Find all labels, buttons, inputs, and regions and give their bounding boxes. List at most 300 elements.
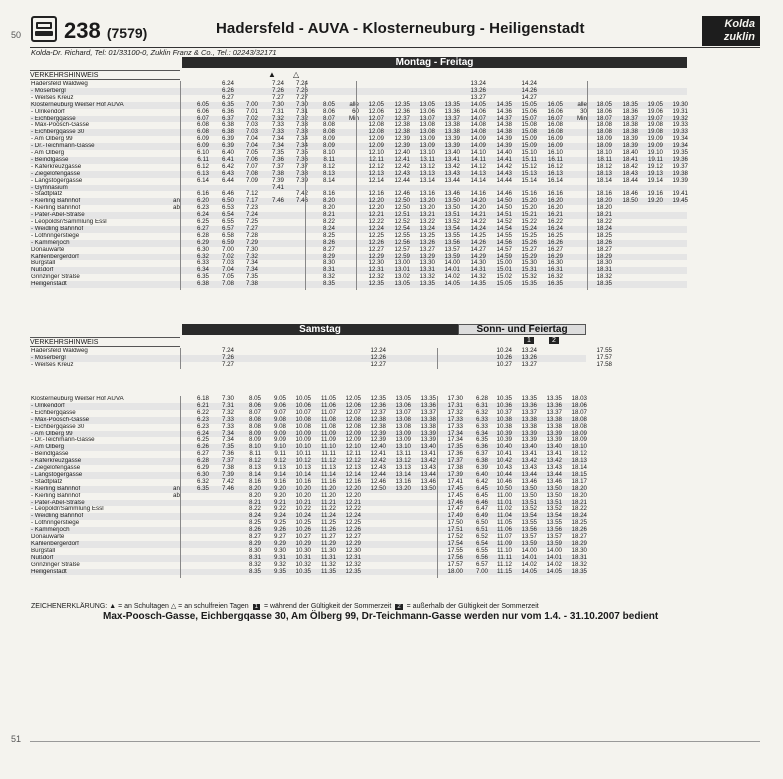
departure-time: 15.05	[521, 100, 537, 108]
departure-time: 6.42	[221, 162, 234, 170]
departure-time: 10.30	[295, 546, 311, 554]
departure-time: 8.12	[248, 457, 261, 465]
departure-time: 6.43	[221, 169, 234, 177]
departure-time: 13.57	[546, 533, 562, 540]
departure-time: 18.42	[622, 162, 638, 170]
departure-time: 6.28	[196, 457, 209, 465]
departure-time: 8.10	[248, 443, 261, 451]
departure-time: 18.08	[596, 128, 612, 136]
page-number-top: 50	[11, 30, 22, 40]
departure-time: 13.24	[419, 224, 435, 232]
departure-time: 18.22	[571, 505, 587, 513]
departure-time: 17.45	[447, 484, 463, 492]
departure-time: 6.59	[221, 238, 234, 246]
departure-time: 10.46	[496, 477, 512, 485]
departure-time: 13.42	[420, 457, 436, 465]
departure-time: 10.08	[295, 415, 311, 423]
departure-time: 12.09	[368, 135, 384, 143]
column-divider	[180, 348, 181, 369]
departure-time: 14.39	[496, 135, 512, 143]
departure-time: 16.25	[547, 231, 563, 239]
departure-time: 13.39	[420, 429, 436, 437]
operator-info: Kolda-Dr. Richard, Tel: 01/33100-0, Zuklin Franz & Co., Tel.: 02243/32171	[31, 48, 277, 57]
departure-time: 10.24	[496, 347, 512, 354]
departure-time: 13.12	[395, 457, 411, 465]
page-number-bottom: 51	[11, 734, 22, 744]
stop-name: - Am Ölberg	[31, 444, 65, 451]
departure-time: 11.07	[496, 533, 512, 540]
departure-time: 12.36	[394, 107, 410, 115]
stop-name: - Beindlgasse	[31, 451, 69, 458]
departure-time: 11.32	[320, 560, 336, 568]
legend-prefix: ZEICHENERKLÄRUNG:	[31, 603, 108, 610]
departure-time: 14.38	[496, 128, 512, 136]
departure-time: 12.20	[345, 491, 361, 499]
departure-time: 13.55	[521, 519, 537, 527]
departure-time: 7.06	[245, 155, 258, 163]
departure-time: 6.38	[196, 280, 209, 288]
departure-time: 14.09	[470, 142, 486, 150]
saturday-header: Samstag	[182, 324, 458, 335]
departure-time: 18.12	[571, 450, 587, 458]
departure-time: 6.36	[475, 443, 488, 451]
departure-time: 30	[580, 107, 587, 115]
departure-time: 6.12	[196, 162, 209, 170]
departure-time: 14.24	[470, 224, 486, 232]
departure-time: 13.51	[444, 211, 460, 219]
departure-time: 14.21	[470, 211, 486, 219]
arrival-departure-flag: an	[173, 197, 180, 205]
departure-time: 7.05	[245, 149, 258, 156]
stop-name: - Stadtplatz	[31, 478, 63, 485]
departure-time: 10.29	[295, 539, 311, 547]
departure-time: 13.39	[546, 429, 562, 437]
departure-time: 13.31	[419, 266, 435, 274]
verkehrshinweis-label-1: VERKEHRSHINWEIS	[30, 70, 180, 80]
departure-time: 19.09	[647, 142, 663, 150]
departure-time: 12.09	[345, 429, 361, 437]
departure-time: 10.06	[295, 401, 311, 409]
departure-time: 6.06	[196, 107, 209, 115]
departure-time: 7.39	[221, 470, 234, 478]
departure-time: 9.29	[273, 539, 286, 547]
departure-time: 9.09	[273, 429, 286, 437]
departure-time: 7.27	[295, 93, 308, 101]
departure-time: 16.20	[547, 197, 563, 205]
departure-time: 13.38	[420, 422, 436, 430]
departure-time: 18.26	[571, 526, 587, 534]
departure-time: 16.21	[547, 211, 563, 219]
departure-time: 7.28	[245, 231, 258, 239]
departure-time: 7.09	[245, 176, 258, 184]
departure-time: 17.57	[447, 560, 463, 568]
departure-time: 17.30	[447, 395, 463, 402]
departure-time: 13.12	[419, 162, 435, 170]
departure-time: 6.33	[196, 259, 209, 267]
departure-time: 15.35	[521, 280, 537, 288]
departure-time: 18.27	[571, 533, 587, 540]
departure-time: 14.32	[470, 273, 486, 281]
departure-time: 7.27	[271, 93, 284, 101]
departure-time: 18.17	[571, 477, 587, 485]
departure-time: 13.39	[521, 429, 537, 437]
departure-time: 16.32	[547, 273, 563, 281]
legend	[31, 602, 539, 610]
departure-time: 6.38	[221, 121, 234, 129]
departure-time: 13.42	[521, 457, 537, 465]
departure-time: 19.33	[672, 121, 688, 129]
departure-time: 14.26	[470, 238, 486, 246]
departure-time: 11.09	[320, 429, 336, 437]
departure-time: 12.37	[394, 114, 410, 122]
departure-time: 12.35	[370, 395, 386, 402]
departure-time: 11.20	[320, 491, 336, 499]
departure-time: 7.36	[221, 450, 234, 458]
departure-time: 18.40	[622, 149, 638, 156]
departure-time: 15.07	[521, 114, 537, 122]
departure-time: 8.29	[248, 539, 261, 547]
departure-time: 9.10	[273, 443, 286, 451]
departure-time: 13.35	[546, 395, 562, 402]
departure-time: 8.27	[248, 533, 261, 540]
departure-time: 19.06	[647, 107, 663, 115]
verkehrshinweis-label-2: VERKEHRSHINWEIS	[30, 337, 180, 347]
departure-time: 7.01	[245, 107, 258, 115]
departure-time: 6.40	[221, 149, 234, 156]
departure-time: 10.27	[496, 360, 512, 368]
departure-time: 19.08	[647, 128, 663, 136]
departure-time: 12.59	[394, 252, 410, 260]
departure-time: 13.41	[546, 450, 562, 458]
footer-divider	[30, 741, 760, 742]
departure-time: 14.31	[470, 266, 486, 274]
departure-time: 12.46	[370, 477, 386, 485]
departure-time: 17.52	[447, 533, 463, 540]
departure-time: 12.35	[368, 280, 384, 288]
departure-time: 18.13	[596, 169, 612, 177]
departure-time: 18.14	[596, 176, 612, 184]
departure-time: 13.38	[521, 422, 537, 430]
departure-time: 10.31	[295, 553, 311, 561]
departure-time: 17.36	[447, 450, 463, 458]
departure-time: 8.25	[248, 519, 261, 527]
departure-time: 7.34	[221, 429, 234, 437]
departure-time: 17.54	[447, 539, 463, 547]
departure-time: 9.20	[273, 491, 286, 499]
departure-time: 6.27	[221, 93, 234, 101]
stop-name: - Leopoldr/Sammlung Essl	[31, 506, 104, 513]
departure-time: 12.22	[368, 218, 384, 225]
departure-time: 12.31	[345, 553, 361, 561]
legend-free: = an schulfreien Tagen	[178, 603, 249, 610]
departure-time: 7.24	[271, 80, 284, 87]
departure-time: 6.42	[475, 477, 488, 485]
departure-time: 13.50	[521, 491, 537, 499]
departure-time: 19.09	[647, 135, 663, 143]
departure-time: 14.02	[444, 273, 460, 281]
departure-time: 14.52	[496, 218, 512, 225]
departure-time: 7.08	[221, 280, 234, 288]
departure-time: 8.08	[248, 415, 261, 423]
departure-time: 11.05	[496, 519, 512, 527]
departure-time: 7.36	[295, 155, 308, 163]
departure-time: 18.32	[571, 560, 587, 568]
stop-name: - Kierling Bahnhof	[31, 492, 81, 499]
departure-time: 18.46	[622, 190, 638, 198]
departure-time: 9.08	[273, 415, 286, 423]
departure-time: 13.44	[444, 176, 460, 184]
departure-time: 13.54	[444, 224, 460, 232]
departure-time: 13.46	[444, 190, 460, 198]
departure-time: 10.50	[496, 484, 512, 492]
stop-name: Grinzinger Straße	[31, 274, 80, 281]
departure-time: 13.06	[395, 401, 411, 409]
departure-time: 16.27	[547, 245, 563, 253]
departure-time: 14.01	[444, 266, 460, 274]
departure-time: 7.34	[221, 436, 234, 444]
departure-time: 12.22	[345, 505, 361, 513]
departure-time: 19.35	[672, 149, 688, 156]
departure-time: 19.38	[672, 169, 688, 177]
departure-time: 10.12	[295, 457, 311, 465]
departure-time: 6.33	[475, 422, 488, 430]
departure-time: 15.02	[496, 273, 512, 281]
departure-time: 14.25	[470, 231, 486, 239]
departure-time: 15.25	[521, 231, 537, 239]
departure-time: 13.07	[419, 114, 435, 122]
departure-time: 7.03	[221, 259, 234, 267]
departure-time: 12.05	[345, 395, 361, 402]
departure-time: 7.34	[245, 259, 258, 267]
stop-name: - Kierling Bahnhof	[31, 198, 81, 205]
column-divider	[180, 81, 181, 290]
departure-time: 13.30	[419, 259, 435, 267]
departure-time: 17.34	[447, 436, 463, 444]
departure-time: 9.32	[273, 560, 286, 568]
departure-time: 7.42	[295, 190, 308, 198]
departure-time: 7.35	[271, 149, 284, 156]
departure-time: 13.35	[420, 395, 436, 402]
departure-time: 18.09	[571, 436, 587, 444]
departure-time: 7.29	[245, 238, 258, 246]
departure-time: 10.41	[496, 450, 512, 458]
departure-time: 9.12	[273, 457, 286, 465]
departure-time: 6.32	[196, 477, 209, 485]
departure-time: 12.31	[368, 266, 384, 274]
departure-time: 8.35	[248, 567, 261, 575]
departure-time: 6.07	[196, 114, 209, 122]
operator-logo: Kolda zuklin	[702, 16, 760, 46]
departure-time: 6.29	[196, 238, 209, 246]
departure-time: 7.41	[271, 183, 284, 191]
departure-time: 12.44	[394, 176, 410, 184]
departure-time: 10.38	[496, 415, 512, 423]
departure-time: 11.04	[496, 512, 512, 520]
departure-time: 13.50	[546, 491, 562, 499]
departure-time: 8.20	[248, 491, 261, 499]
departure-time: 8.14	[322, 176, 335, 184]
departure-time: 14.05	[521, 567, 537, 575]
departure-time: 11.12	[320, 457, 336, 465]
departure-time: 6.11	[197, 155, 209, 163]
departure-time: 15.29	[521, 252, 537, 260]
arrival-departure-flag: ab	[173, 204, 180, 212]
departure-time: 19.20	[647, 197, 663, 205]
departure-time: 9.16	[273, 477, 286, 485]
route-main: 238	[64, 18, 101, 43]
stop-name: - Stadtplatz	[31, 191, 63, 198]
departure-time: 7.33	[295, 128, 308, 136]
departure-time: 6.32	[196, 252, 209, 260]
departure-time: 12.35	[345, 567, 361, 575]
departure-time: 13.41	[444, 155, 460, 163]
departure-time: 14.57	[496, 245, 512, 253]
departure-time: 13.09	[419, 135, 435, 143]
departure-time: 13.01	[394, 266, 410, 274]
stop-name: - Eichbergqasse 30	[31, 129, 85, 136]
departure-time: 13.40	[444, 149, 460, 156]
departure-time: 12.26	[345, 526, 361, 534]
departure-time: 12.30	[345, 546, 361, 554]
departure-time: 13.51	[546, 498, 562, 506]
departure-time: 6.37	[475, 450, 488, 458]
departure-time: 12.54	[394, 224, 410, 232]
departure-time: 13.20	[395, 484, 411, 492]
departure-time: 12.41	[370, 450, 386, 458]
departure-time: 12.14	[345, 470, 361, 478]
departure-time: 15.00	[496, 259, 512, 267]
departure-time: 9.11	[274, 450, 286, 458]
departure-time: 14.00	[444, 259, 460, 267]
departure-time: 12.07	[345, 408, 361, 416]
stop-name: - Lothringerstiege	[31, 520, 80, 527]
departure-time: 12.50	[394, 197, 410, 205]
stop-name: Nußdorf	[31, 267, 54, 274]
departure-time: 8.32	[322, 273, 335, 281]
departure-time: 18.07	[596, 114, 612, 122]
departure-time: 17.57	[596, 353, 612, 361]
departure-time: 14.10	[470, 149, 486, 156]
departure-time: 8.13	[248, 464, 261, 471]
departure-time: 7.05	[221, 273, 234, 281]
departure-time: 12.16	[345, 477, 361, 485]
departure-time: 16.07	[547, 114, 563, 122]
departure-time: 9.09	[273, 436, 286, 444]
departure-time: 13.24	[470, 80, 486, 87]
departure-time: 6.25	[196, 218, 209, 225]
departure-time: 14.08	[470, 128, 486, 136]
departure-time: 10.11	[295, 450, 311, 458]
departure-time: 13.56	[444, 238, 460, 246]
departure-time: 7.35	[245, 273, 258, 281]
departure-time: 6.46	[475, 498, 488, 506]
departure-time: 7.07	[245, 162, 258, 170]
departure-time: 13.59	[521, 539, 537, 547]
departure-time: 12.29	[345, 539, 361, 547]
departure-time: 7.30	[271, 100, 284, 108]
departure-time: 7.33	[271, 121, 284, 129]
stop-name: Hadersfeld Waldweg	[31, 81, 88, 87]
stop-name: Klosterneuburg Weißer Hof AUVA	[31, 101, 124, 108]
column-divider	[587, 81, 588, 290]
departure-time: 7.33	[295, 121, 308, 129]
departure-time: 6.50	[221, 197, 234, 205]
departure-time: 18.11	[596, 155, 612, 163]
departure-time: 7.31	[221, 401, 234, 409]
departure-time: 18.43	[622, 169, 638, 177]
departure-time: 13.27	[419, 245, 435, 253]
departure-time: 9.31	[273, 553, 286, 561]
departure-time: 13.37	[521, 408, 537, 416]
departure-time: 7.33	[221, 422, 234, 430]
departure-time: 10.14	[295, 470, 311, 478]
stop-name: - Weißes Kreuz	[31, 94, 74, 101]
departure-time: 7.24	[221, 347, 234, 354]
departure-time: 17.55	[596, 347, 612, 354]
departure-time: 6.21	[196, 401, 209, 409]
departure-time: 12.50	[370, 484, 386, 492]
departure-time: 18.15	[571, 470, 587, 478]
departure-time: 8.22	[322, 218, 335, 225]
departure-time: 7.26	[221, 353, 234, 361]
departure-time: 7.32	[271, 114, 284, 122]
departure-time: 11.15	[496, 567, 512, 575]
departure-time: 6.35	[196, 484, 209, 492]
departure-time: 10.26	[496, 353, 512, 361]
timetable-header	[30, 14, 760, 48]
departure-time: 7.31	[271, 107, 284, 115]
departure-time: 6.30	[196, 470, 209, 478]
departure-time: 17.32	[447, 408, 463, 416]
departure-time: 6.55	[475, 546, 488, 554]
departure-time: 14.27	[470, 245, 486, 253]
departure-time: 6.56	[475, 553, 488, 561]
departure-time: 10.44	[496, 470, 512, 478]
departure-time: 15.05	[496, 280, 512, 288]
weekday-header: Montag - Freitag	[182, 57, 687, 68]
departure-time: 11.30	[320, 546, 336, 554]
departure-time: 16.30	[547, 259, 563, 267]
departure-time: 13.11	[419, 155, 435, 163]
departure-time: 12.42	[370, 457, 386, 465]
departure-time: 17.37	[447, 457, 463, 465]
departure-time: 11.16	[320, 477, 336, 485]
departure-time: 17.58	[596, 360, 612, 368]
departure-time: 6.31	[475, 401, 488, 409]
departure-time: 7.00	[475, 567, 488, 575]
stop-name: - Eichbergqasse	[31, 115, 76, 122]
stop-name: Kahlenbergerdorf	[31, 253, 79, 260]
departure-time: 8.26	[248, 526, 261, 534]
departure-time: 18.13	[571, 457, 587, 465]
departure-time: 18.50	[622, 197, 638, 205]
departure-time: 13.08	[419, 121, 435, 129]
departure-time: 6.27	[196, 224, 209, 232]
departure-time: 19.36	[672, 155, 688, 163]
departure-time: 13.11	[395, 450, 411, 458]
departure-time: 6.57	[475, 560, 488, 568]
departure-time: 14.22	[470, 218, 486, 225]
departure-time: 12.29	[368, 252, 384, 260]
departure-time: 18.38	[622, 128, 638, 136]
departure-time: 19.33	[672, 128, 688, 136]
stop-name: Burgstall	[31, 260, 56, 267]
departure-time: 13.16	[395, 477, 411, 485]
departure-time: 13.05	[419, 100, 435, 108]
departure-time: 15.20	[521, 197, 537, 205]
departure-time: 16.05	[547, 100, 563, 108]
departure-time: 16.31	[547, 266, 563, 274]
